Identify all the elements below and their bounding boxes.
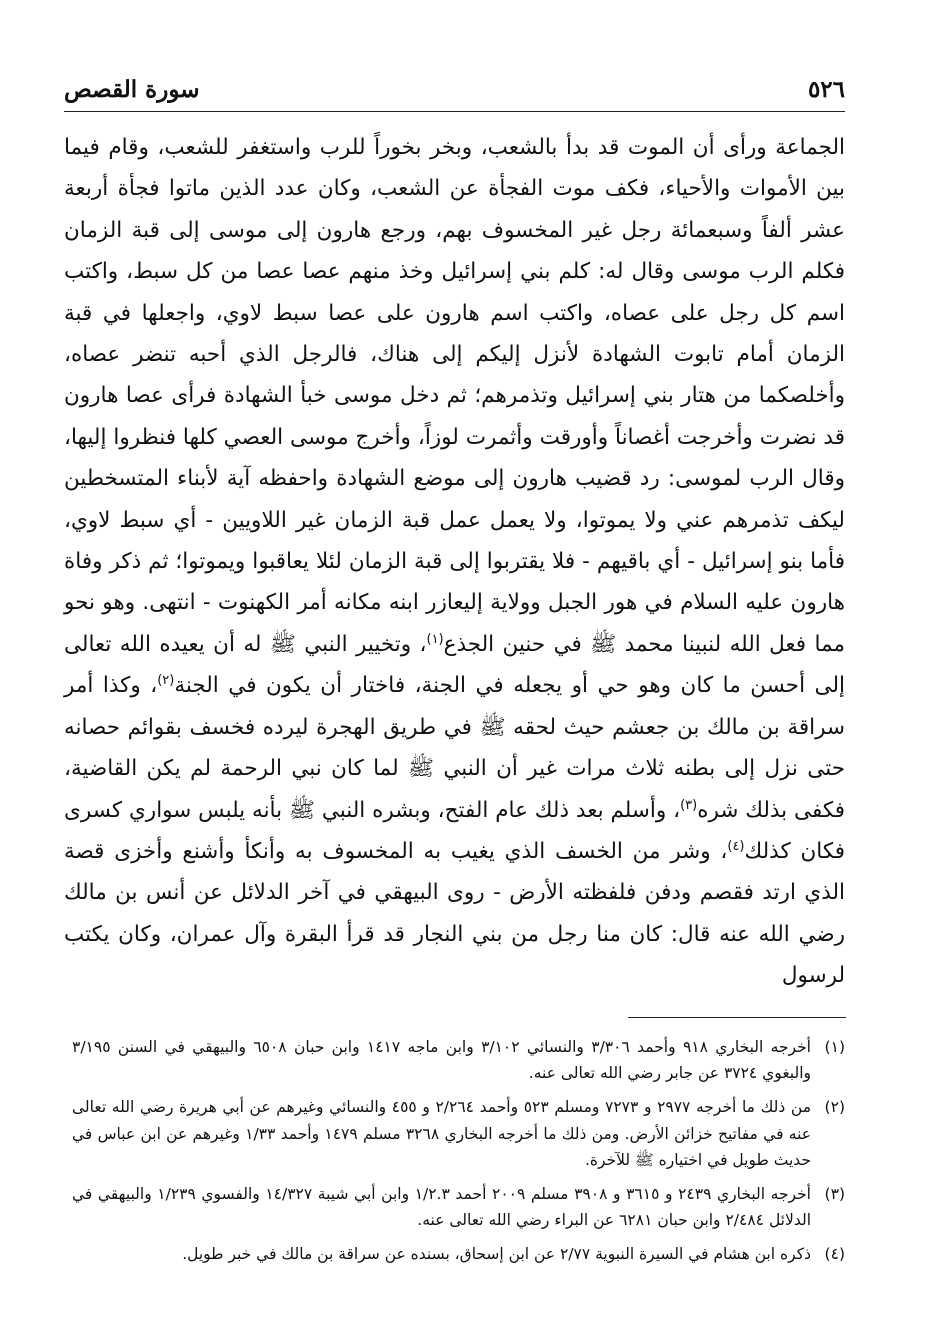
footnote-number: (٢) [824,1098,845,1117]
footnote-text: من ذلك ما أخرجه ٢٩٧٧ و ٧٢٧٣ ومسلم ٥٢٣ وأحمد ٢/٢٦٤ و ٤٥٥ والنسائي وغيرهم عن أبي هريرة رضي الله تعالى عنه في مفاتيح خزائن الأرض. ومن ذلك ما أخرجه البخاري ٣٢٦٨ مسلم ١٤٧٩ وأحمد ١/٣٣ وغيرهم عن ابن عباس في حديث طويل في اختياره ﷺ للآخرة. [72,1098,812,1169]
header-divider [64,111,845,112]
footnote-number: (٤) [824,1245,845,1264]
footnote-marker-4[interactable]: (٤) [727,838,745,854]
footnote-marker-1[interactable]: (١) [426,631,444,647]
footnote-text: ذكره ابن هشام في السيرة النبوية ٢/٧٧ عن ابن إسحاق، بسنده عن سراقة بن مالك في خبر طويل. [182,1245,811,1264]
footnote-3 [72,1181,845,1233]
surah-title: سورة القصص [64,76,200,103]
footnotes-section [72,1034,845,1276]
footnote-number: (١) [824,1038,845,1056]
body-text-part-2: ، وتخيير النبي ﷺ له أن يعيده الله تعالى إلى أحسن ما كان وهو حي أو يجعله في الجنة، فاختار أن يكون في الجنة [64,631,846,699]
footnote-1 [72,1034,845,1086]
footnote-marker-3[interactable]: (٣) [680,797,698,813]
body-text-part-3: ، وكذا أمر سراقة بن مالك بن جعشم حيث لحقه ﷺ في طريق الهجرة ليرده فخسف بقوائم حصانه حتى نزل إلى بطنه ثلاث مرات غير أن النبي ﷺ لما كان نبي الرحمة لم يكن القاضية، فكفى بذلك شره [64,673,845,823]
body-text-part-4: ، وأسلم بعد ذلك عام الفتح، وبشره النبي ﷺ بأنه يلبس سواري كسرى فكان كذلك [64,797,845,864]
page-number: ٥٢٦ [807,76,845,103]
footnote-marker-2[interactable]: (٢) [157,673,175,689]
footnote-4 [72,1241,845,1267]
footnote-number: (٣) [824,1185,845,1204]
footnote-text: أخرجه البخاري ٩١٨ وأحمد ٣/٣٠٦ والنسائي ٣/١٠٢ وابن ماجه ١٤١٧ وابن حبان ٦٥٠٨ والبيهقي في السنن ٣/١٩٥ والبغوي ٣٧٢٤ عن جابر رضي الله تعالى عنه. [72,1038,811,1083]
footnote-divider [628,1017,846,1018]
body-text-part-5: ، وشر من الخسف الذي يغيب به المخسوف به وأنكأ وأشنع وأخزى قصة الذي ارتد فقصم ودفن فلفظته الأرض - روى البيهقي في آخر الدلائل عن أنس بن مالك رضي الله عنه قال: كان منا رجل من بني النجار قد قرأ البقرة وآل عمران، وكان يكتب لرسول [64,838,845,989]
footnote-text: أخرجه البخاري ٢٤٣٩ و ٣٦١٥ و ٣٩٠٨ مسلم ٢٠٠٩ أحمد ١/٢.٣ وابن أبي شيبة ١٤/٣٢٧ والفسوي ١/٢٣٩ والبيهقي في الدلائل ٢/٤٨٤ وابن حبان ٦٢٨١ عن البراء رضي الله تعالى عنه. [72,1185,811,1230]
main-text-body [64,127,845,997]
page-header [64,74,845,110]
body-text-part-1: الجماعة ورأى أن الموت قد بدأ بالشعب، وبخر بخوراً للرب واستغفر للشعب، وقام فيما بين الأموات والأحياء، فكف موت الفجأة عن الشعب، وكان عدد الذين ماتوا فجأة أربعة عشر ألفاً وسبعمائة رجل غير المخسوف بهم، ورجع هارون إلى موسى إلى قبة الزمان فكلم الرب موسى وقال له: كلم بني إسرائيل وخذ منهم عصا عصا من كل سبط، واكتب اسم كل رجل على عصاه، واكتب اسم هارون على عصا سبط لاوي، واجعلها في قبة الزمان أمام تابوت الشهادة لأنزل إليكم إلى هناك، فالرجل الذي أحبه تنضر عصاه، وأخلصكما من هتار بني إسرائيل وتذمرهم؛ ثم دخل موسى خبأ الشهادة فرأى عصا هارون قد نضرت وأخرجت أغصاناً وأورقت وأثمرت لوزاً، وأخرج موسى العصي كلها فنظروا إليها، وقال الرب لموسى: رد قضيب هارون إلى موضع الشهادة واحفظه آية لأبناء المتسخطين ليكف تذمرهم عني ولا يموتوا، ولا يعمل عمل قبة الزمان غير اللاويين - أي سبط لاوي، فأما بنو إسرائيل - أي باقيهم - فلا يقتربوا إلى قبة الزمان لئلا يعاقبوا ويموتوا؛ ثم ذكر وفاة هارون عليه السلام في هور الجبل وولاية إليعازر ابنه مكانه أمر الكهنوت - انتهى. وهو نحو مما فعل الله لنبينا محمد ﷺ في حنين الجذع [64,135,845,657]
footnote-2 [72,1094,845,1173]
